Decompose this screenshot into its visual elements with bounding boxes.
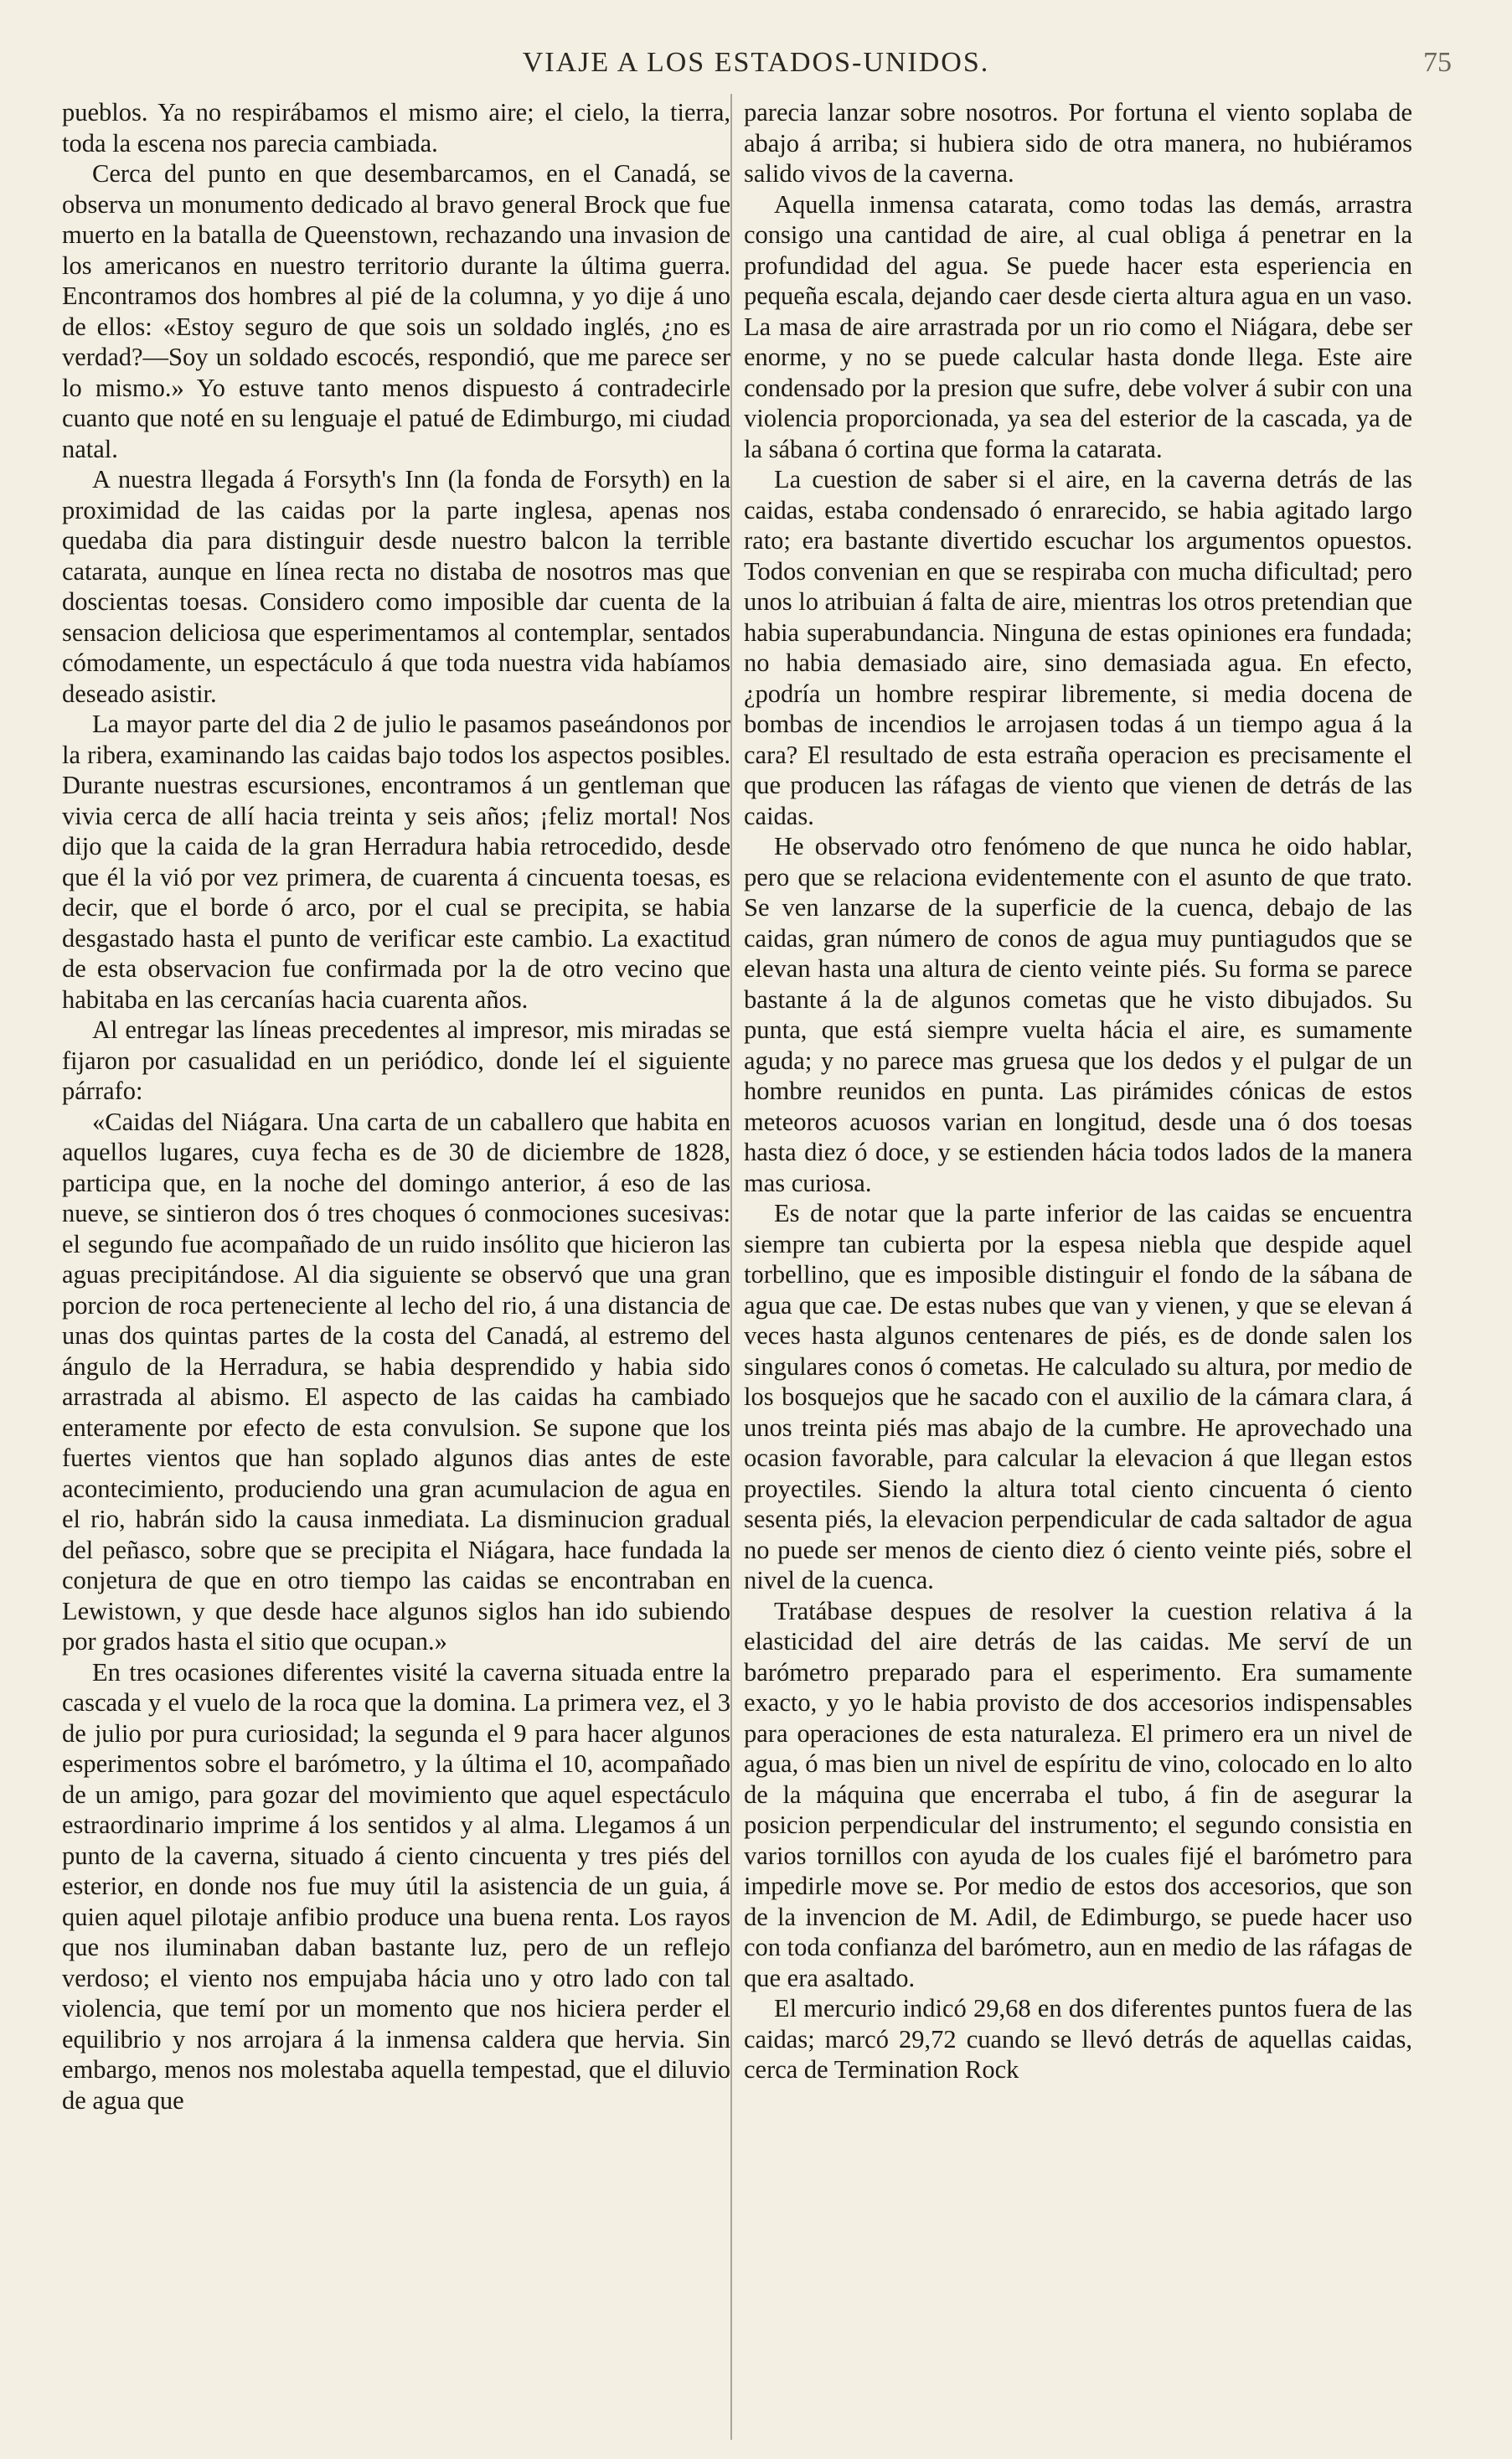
column-divider [730,94,732,2440]
paragraph: A nuestra llegada á Forsyth's Inn (la fonda de Forsyth) en la proximidad de las caidas por la parte inglesa, apenas nos quedaba dia para distinguir desde nuestro balcon la terrible catarata, aunque en línea recta no distaba de nosotros mas que doscientas toesas. Considero como imposible dar cuenta de la sensacion deliciosa que esperimentamos al contemplar, sentados cómodamente, un espectáculo á que toda nuestra vida habíamos deseado asistir. [62,465,730,708]
paragraph: Al entregar las líneas precedentes al impresor, mis miradas se fijaron por casualidad en un periódico, donde leí el siguiente párrafo: [62,1015,730,1105]
paragraph: Tratábase despues de resolver la cuestion relativa á la elasticidad del aire detrás de las caidas. Me serví de un barómetro preparado para el esperimento. Era sumamente exacto, y yo le habia provisto de dos accesorios indispensables para operaciones de esta naturaleza. El primero era un nivel de agua, ó mas bien un nivel de espíritu de vino, colocado en lo alto de la máquina que encerraba el tubo, á fin de asegurar la posicion perpendicular del instrumento; el segundo consistia en varios tornillos con ayuda de los cuales fijé el barómetro para impedirle move se. Por medio de estos dos accesorios, que son de la invencion de M. Adil, de Edimburgo, se puede hacer uso con toda confianza del barómetro, aun en medio de las ráfagas de que era asaltado. [744,1596,1412,1992]
paragraph: pueblos. Ya no respirábamos el mismo aire; el cielo, la tierra, toda la escena nos parecia cambiada. [62,98,730,158]
paragraph: parecia lanzar sobre nosotros. Por fortuna el viento soplaba de abajo á arriba; si hubiera sido de otra manera, no hubiéramos salido vivos de la caverna. [744,98,1412,188]
left-column [62,97,730,2435]
paragraph: La cuestion de saber si el aire, en la caverna detrás de las caidas, estaba condensado ó enrarecido, se habia agitado largo rato; era bastante divertido escuchar los argumentos opuestos. Todos convenian en que se respiraba con mucha dificultad; pero unos lo atribuian á falta de aire, mientras los otros pretendian que habia superabundancia. Ninguna de estas opiniones era fundada; no habia demasiado aire, sino demasiada agua. En efecto, ¿podría un hombre respirar libremente, si media docena de bombas de incendios le arrojasen todas á un tiempo agua á la cara? El resultado de esta estraña operacion es precisamente el que producen las ráfagas de viento que vienen de detrás de las caidas. [744,465,1412,830]
page-number: 75 [1423,47,1452,78]
page-header [0,40,1512,90]
paragraph: He observado otro fenómeno de que nunca he oido hablar, pero que se relaciona evidentemente con el asunto de que trato. Se ven lanzarse de la superficie de la cuenca, debajo de las caidas, gran número de conos de agua muy puntiagudos que se elevan hasta una altura de ciento veinte piés. Su forma se parece bastante á la de algunos cometas que he visto dibujados. Su punta, que está siempre vuelta hácia el aire, es sumamente aguda; y no parece mas gruesa que los dedos y el pulgar de un hombre reunidos en punta. Las pirámides cónicas de estos meteoros acuosos varian en longitud, desde una ó dos toesas hasta diez ó doce, y se estienden hácia todos lados de la manera mas curiosa. [744,832,1412,1197]
paragraph: Cerca del punto en que desembarcamos, en el Canadá, se observa un monumento dedicado al bravo general Brock que fue muerto en la batalla de Queenstown, rechazando una invasion de los americanos en nuestro territorio durante la última guerra. Encontramos dos hombres al pié de la columna, y yo dije á uno de ellos: «Estoy seguro de que sois un soldado inglés, ¿no es verdad?—Soy un soldado escocés, respondió, que me parece ser lo mismo.» Yo estuve tanto menos dispuesto á contradecirle cuanto que noté en su lenguaje el patué de Edimburgo, mi ciudad natal. [62,159,730,463]
right-column [744,97,1412,2435]
paragraph: Aquella inmensa catarata, como todas las demás, arrastra consigo una cantidad de aire, al cual obliga á penetrar en la profundidad del agua. Se puede hacer esta esperiencia en pequeña escala, dejando caer desde cierta altura agua en un vaso. La masa de aire arrastrada por un rio como el Niágara, debe ser enorme, y no se puede calcular hasta donde llega. Este aire condensado por la presion que sufre, debe volver á subir con una violencia proporcionada, ya sea del esterior de la cascada, ya de la sábana ó cortina que forma la catarata. [744,189,1412,463]
quoted-paragraph: «Caidas del Niágara. Una carta de un caballero que habita en aquellos lugares, cuya fecha es de 30 de diciembre de 1828, participa que, en la noche del domingo anterior, á eso de las nueve, se sintieron dos ó tres choques ó conmociones sucesivas: el segundo fue acompañado de un ruido insólito que hicieron las aguas precipitándose. Al dia siguiente se observó que una gran porcion de roca perteneciente al lecho del rio, á una distancia de unas dos quintas partes de la costa del Canadá, al estremo del ángulo de la Herradura, se habia desprendido y habia sido arrastrada al abismo. El aspecto de las caidas ha cambiado enteramente por efecto de esta convulsion. Se supone que los fuertes vientos que han soplado algunos dias antes de este acontecimiento, produciendo una gran acumulacion de agua en el rio, habrán sido la causa inmediata. La disminucion gradual del peñasco, sobre que se precipita el Niágara, hace fundada la conjetura de que en otro tiempo las caidas se encontraban en Lewistown, y que desde hace algunos siglos han ido subiendo por grados hasta el sitio que ocupan.» [62,1107,730,1656]
paragraph: En tres ocasiones diferentes visité la caverna situada entre la cascada y el vuelo de la roca que la domina. La primera vez, el 3 de julio por pura curiosidad; la segunda el 9 para hacer algunos esperimentos sobre el barómetro, y la última el 10, acompañado de un amigo, para gozar del movimiento que aquel espectáculo estraordinario imprime á los sentidos y al alma. Llegamos á un punto de la caverna, situado á ciento cincuenta y tres piés del esterior, en donde nos fue muy útil la asistencia de un guia, á quien aquel pilotaje anfibio produce una buena renta. Los rayos que nos iluminaban daban bastante luz, pero de un reflejo verdoso; el viento nos empujaba hácia uno y otro lado con tal violencia, que temí por un momento que nos hiciera perder el equilibrio y nos arrojara á la inmensa caldera que hervia. Sin embargo, menos nos molestaba aquella tempestad, que el diluvio de agua que [62,1657,730,2115]
running-title: VIAJE A LOS ESTADOS-UNIDOS. [522,47,990,78]
paragraph: La mayor parte del dia 2 de julio le pasamos paseándonos por la ribera, examinando las caidas bajo todos los aspectos posibles. Durante nuestras escursiones, encontramos á un gentleman que vivia cerca de allí hacia treinta y seis años; ¡feliz mortal! Nos dijo que la caida de la gran Herradura habia retrocedido, desde que él la vió por vez primera, de cuarenta á cincuenta toesas, es decir, que el borde ó arco, por el cual se precipita, se habia desgastado hasta el punto de verificar este cambio. La exactitud de esta observacion fue confirmada por la de otro vecino que habitaba en las cercanías hacia cuarenta años. [62,710,730,1014]
paragraph: El mercurio indicó 29,68 en dos diferentes puntos fuera de las caidas; marcó 29,72 cuando se llevó detrás de aquellas caidas, cerca de Termination Rock [744,1994,1412,2084]
paragraph: Es de notar que la parte inferior de las caidas se encuentra siempre tan cubierta por la espesa niebla que despide aquel torbellino, que es imposible distinguir el fondo de la sábana de agua que cae. De estas nubes que van y vienen, y que se elevan á veces hasta algunos centenares de piés, es de donde salen los singulares conos ó cometas. He calculado su altura, por medio de los bosquejos que he sacado con el auxilio de la cámara clara, á unos treinta piés mas abajo de la cumbre. He aprovechado una ocasion favorable, para calcular la elevacion á que llegan estos proyectiles. Siendo la altura total ciento cincuenta ó ciento sesenta piés, la elevacion perpendicular de cada saltador de agua no puede ser menos de ciento diez ó ciento veinte piés, sobre el nivel de la cuenca. [744,1199,1412,1594]
